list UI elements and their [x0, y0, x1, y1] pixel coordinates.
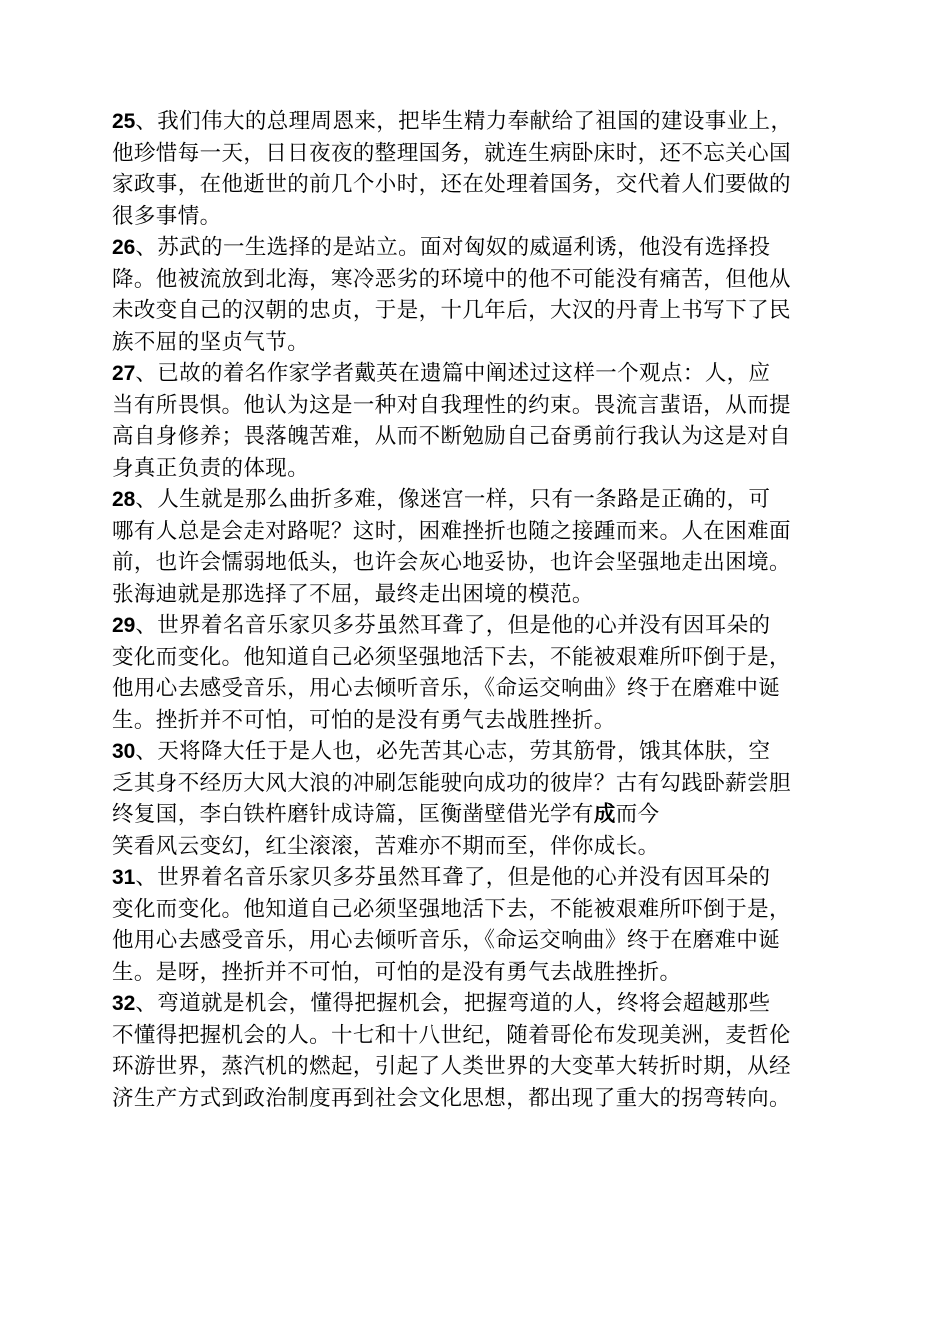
paragraph-line: 环游世界，蒸汽机的燃起，引起了人类世界的大变革大转折时期，从经	[112, 1054, 791, 1079]
paragraph-line: 生。是呀，挫折并不可怕，可怕的是没有勇气去战胜挫折。	[112, 959, 682, 985]
paragraph-line: 族不屈的坚贞气节。	[112, 329, 310, 355]
line-text: 、人生就是那么曲折多难，像迷宫一样，只有一条路是正确的，可	[135, 487, 771, 512]
document-page	[112, 106, 842, 1114]
paragraph-line: 乏其身不经历大风大浪的冲刷怎能驶向成功的彼岸？古有勾践卧薪尝胆	[112, 770, 791, 796]
line-text: 而今	[615, 802, 660, 827]
paragraph-number: 29	[112, 614, 136, 637]
paragraph-line	[112, 484, 842, 516]
paragraph-25	[112, 106, 842, 232]
paragraph-29	[112, 610, 842, 736]
paragraph-line: 济生产方式到政治制度再到社会文化思想，都出现了重大的拐弯转向。	[112, 1085, 791, 1111]
paragraph-number: 28	[112, 488, 136, 511]
paragraph-line: 他用心去感受音乐，用心去倾听音乐，《命运交响曲》终于在磨难中诞	[112, 676, 781, 701]
paragraph-number: 30	[112, 740, 136, 763]
paragraph-32	[112, 988, 842, 1114]
paragraph-line: 家政事，在他逝世的前几个小时，还在处理着国务，交代着人们要做的	[112, 172, 791, 197]
paragraph-line	[112, 988, 842, 1020]
paragraph-line: 变化而变化。他知道自己必须坚强地活下去，不能被艰难所吓倒于是，	[112, 896, 791, 922]
paragraph-line: 张海迪就是那选择了不屈，最终走出困境的模范。	[112, 581, 594, 607]
paragraph-28	[112, 484, 842, 610]
paragraph-line: 笑看风云变幻，红尘滚滚，苦难亦不期而至，伴你成长。	[112, 833, 660, 859]
paragraph-line: 变化而变化。他知道自己必须坚强地活下去，不能被艰难所吓倒于是，	[112, 644, 791, 670]
paragraph-number: 26	[112, 236, 136, 259]
paragraph-line: 身真正负责的体现。	[112, 455, 310, 481]
line-text: 、世界着名音乐家贝多芬虽然耳聋了，但是他的心并没有因耳朵的	[135, 865, 771, 890]
paragraph-line: 哪有人总是会走对路呢？这时，困难挫折也随之接踵而来。人在困难面	[112, 518, 791, 544]
paragraph-30	[112, 736, 842, 862]
paragraph-line: 当有所畏惧。他认为这是一种对自我理性的约束。畏流言蜚语，从而提	[112, 392, 791, 418]
line-text: 、弯道就是机会，懂得把握机会，把握弯道的人，终将会超越那些	[135, 991, 771, 1016]
paragraph-line	[112, 736, 842, 768]
paragraph-line	[112, 610, 842, 642]
paragraph-number: 31	[112, 866, 136, 889]
paragraph-line: 很多事情。	[112, 203, 222, 229]
paragraph-line: 降。他被流放到北海，寒冷恶劣的环境中的他不可能没有痛苦，但他从	[112, 266, 791, 292]
line-text: 、我们伟大的总理周恩来，把毕生精力奉献给了祖国的建设事业上，	[135, 109, 793, 134]
paragraph-line: 不懂得把握机会的人。十七和十八世纪，随着哥伦布发现美洲，麦哲伦	[112, 1022, 791, 1048]
paragraph-27	[112, 358, 842, 484]
paragraph-26	[112, 232, 842, 358]
paragraph-number: 25	[112, 110, 136, 133]
paragraph-31	[112, 862, 842, 988]
paragraph-line: 生。挫折并不可怕，可怕的是没有勇气去战胜挫折。	[112, 707, 616, 733]
paragraph-number: 27	[112, 362, 136, 385]
line-text: 、天将降大任于是人也，必先苦其心志，劳其筋骨，饿其体肤，空	[135, 739, 771, 764]
line-text: 终复国，李白铁杵磨针成诗篇，匡衡凿壁借光学有	[112, 802, 594, 827]
paragraph-line	[112, 799, 842, 831]
paragraph-line	[112, 862, 842, 894]
bold-word: 成	[593, 802, 616, 827]
line-text: 、世界着名音乐家贝多芬虽然耳聋了，但是他的心并没有因耳朵的	[135, 613, 771, 638]
paragraph-line: 他珍惜每一天，日日夜夜的整理国务，就连生病卧床时，还不忘关心国	[112, 140, 791, 166]
paragraph-line	[112, 358, 842, 390]
paragraph-line: 未改变自己的汉朝的忠贞，于是，十几年后，大汉的丹青上书写下了民	[112, 298, 791, 323]
paragraph-line	[112, 232, 842, 264]
paragraph-line: 他用心去感受音乐，用心去倾听音乐，《命运交响曲》终于在磨难中诞	[112, 928, 781, 953]
paragraph-line: 前，也许会懦弱地低头，也许会灰心地妥协，也许会坚强地走出困境。	[112, 550, 791, 575]
line-text: 、苏武的一生选择的是站立。面对匈奴的威逼利诱，他没有选择投	[135, 235, 771, 260]
paragraph-line	[112, 106, 842, 138]
paragraph-line: 高自身修养；畏落魄苦难，从而不断勉励自己奋勇前行我认为这是对自	[112, 424, 791, 449]
line-text: 、已故的着名作家学者戴英在遗篇中阐述过这样一个观点：人，应	[135, 361, 771, 386]
paragraph-number: 32	[112, 992, 136, 1015]
